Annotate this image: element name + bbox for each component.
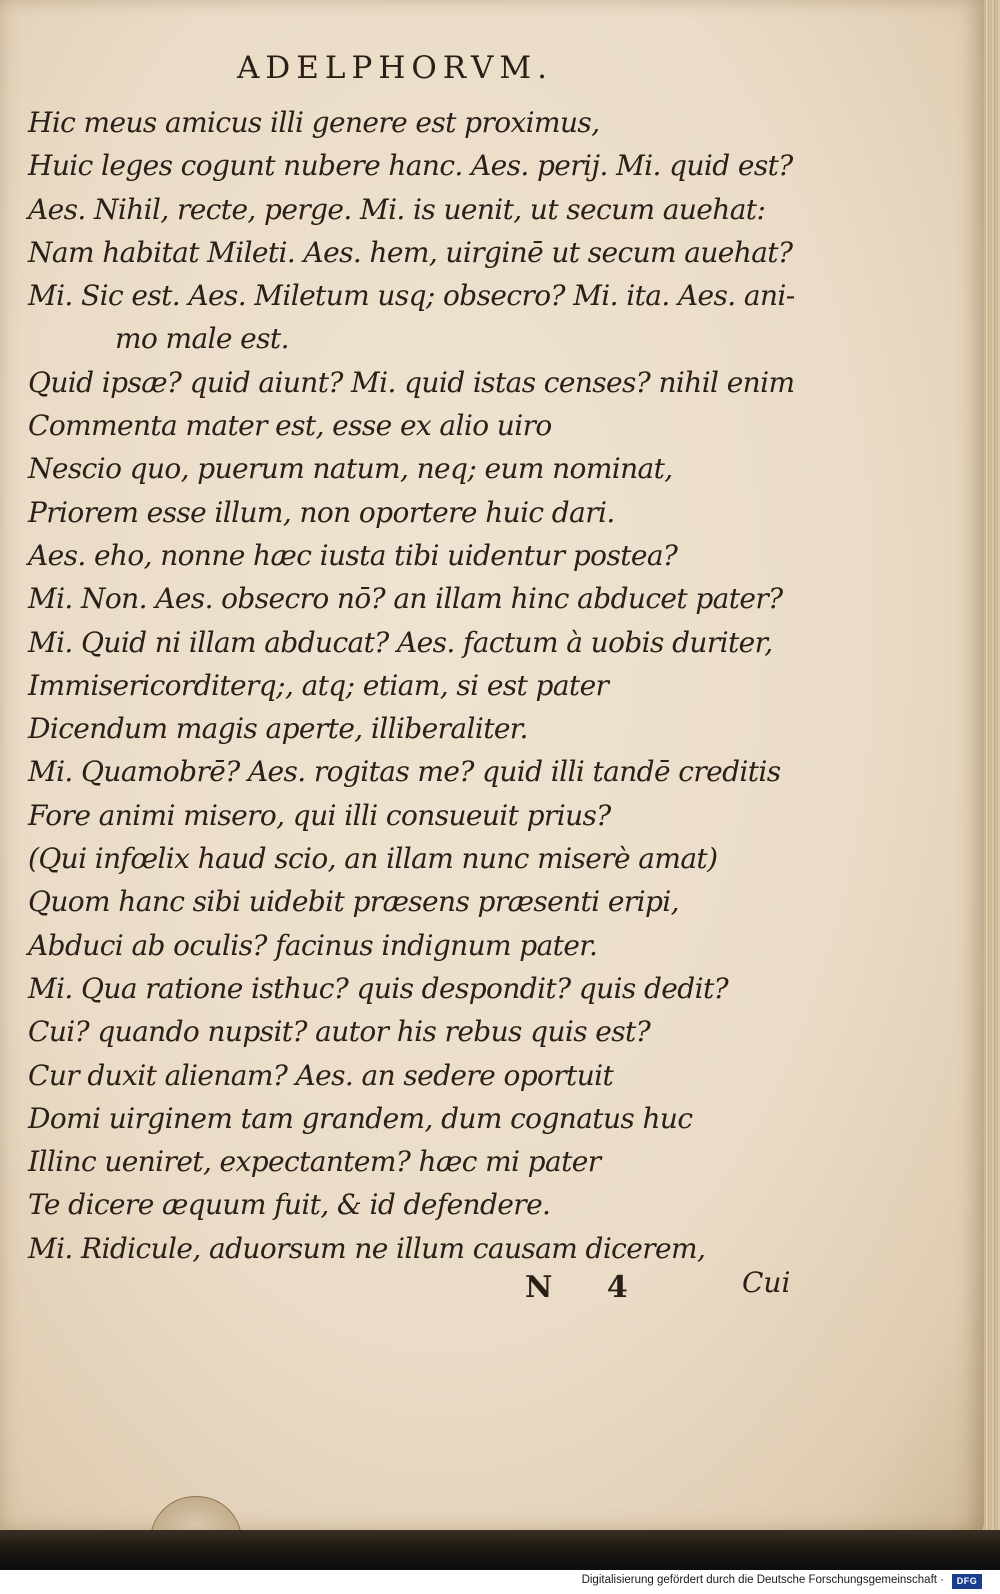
footer-credit: Digitalisierung gefördert durch die Deutsche Forschungsgemeinschaft · (581, 1574, 944, 1586)
text-line: Mi. Quid ni illam abducat? Aes. factum à uobis duriter, (28, 625, 773, 659)
text-line: Aes. Nihil, recte, perge. Mi. is uenit, ut secum auehat: (28, 192, 766, 226)
text-line: Hic meus amicus illi genere est proximus, (28, 106, 600, 139)
text-line: Mi. Qua ratione isthuc? quis despondit? quis dedit? (28, 971, 729, 1005)
text-line: Fore animi misero, qui illi consueuit prius? (28, 798, 611, 832)
text-line: Mi. Non. Aes. obsecro nō? an illam hinc abducet pater? (28, 582, 783, 616)
text-line: Te dicere æquum fuit, & id defendere. (28, 1188, 551, 1222)
text-line: Illinc ueniret, expectantem? hæc mi pater (28, 1145, 601, 1179)
scan-background (0, 1530, 1000, 1570)
text-line: Aes. eho, nonne hæc iusta tibi uidentur postea? (28, 538, 678, 572)
text-line: Domi uirginem tam grandem, dum cognatus huc (28, 1101, 693, 1135)
text-line: Quom hanc sibi uidebit præsens præsenti eripi, (28, 885, 679, 919)
catchword: Cui (742, 1266, 791, 1299)
text-line: Commenta mater est, esse ex alio uiro (28, 409, 552, 443)
footer-bar (0, 1570, 1000, 1594)
dfg-logo: DFG (952, 1574, 982, 1589)
signature-mark: N 4 (525, 1270, 650, 1305)
text-line: Huic leges cogunt nubere hanc. Aes. perij. Mi. quid est? (28, 149, 793, 183)
text-line: Mi. Quamobrē? Aes. rogitas me? quid illi tandē creditis (28, 755, 781, 789)
text-line: Quid ipsæ? quid aiunt? Mi. quid istas censes? nihil enim (28, 365, 795, 399)
text-line: Mi. Sic est. Aes. Miletum usq; obsecro? Mi. ita. Aes. ani- (28, 279, 795, 313)
text-line: (Qui infœlix haud scio, an illam nunc miserè amat) (28, 842, 718, 876)
text-line: Nam habitat Mileti. Aes. hem, uirginē ut secum auehat? (28, 235, 793, 269)
text-line: Cui? quando nupsit? autor his rebus quis est? (28, 1015, 651, 1049)
text-line: Dicendum magis aperte, illiberaliter. (28, 712, 528, 746)
text-line: Abduci ab oculis? facinus indignum pater. (28, 928, 598, 962)
running-header: ADELPHORVM. (237, 50, 553, 86)
text-line: Immisericorditerq;, atq; etiam, si est pater (28, 668, 609, 702)
text-line: Mi. Ridicule, aduorsum ne illum causam dicerem, (28, 1231, 706, 1265)
text-line: Nescio quo, puerum natum, neq; eum nominat, (28, 452, 673, 486)
text-line: mo male est. (115, 322, 289, 356)
text-line: Cur duxit alienam? Aes. an sedere oportuit (28, 1058, 614, 1092)
text-line: Priorem esse illum, non oportere huic dari. (28, 495, 615, 529)
text-block (28, 101, 828, 1270)
